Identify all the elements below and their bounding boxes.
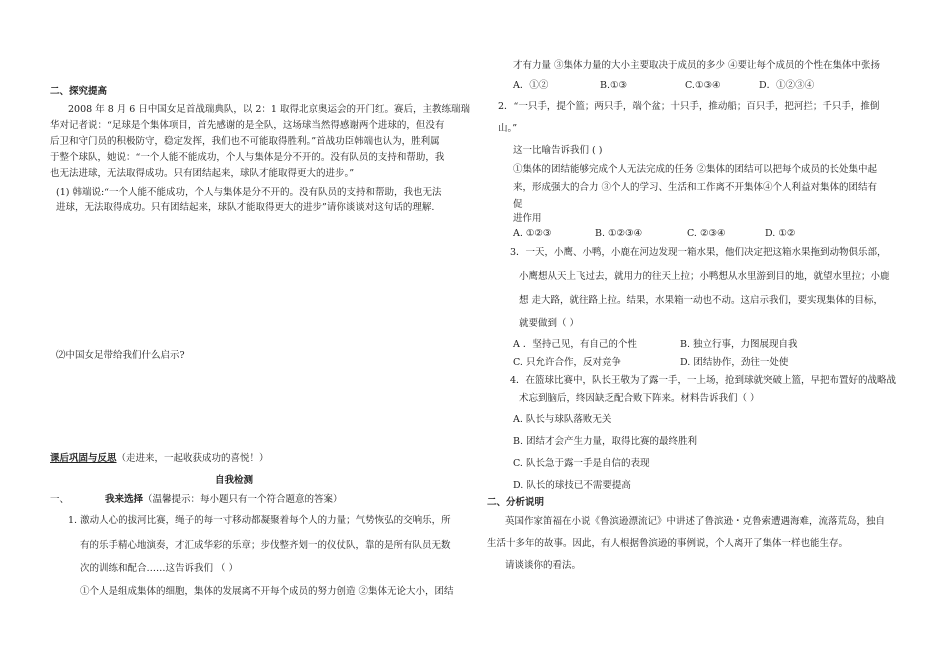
after-class-note: （走进来，一起收获成功的喜悦！） — [116, 453, 269, 464]
mc-question-2-statement: ①集体的团结能够完成个人无法完成的任务 ②集体的团结可以把每个成员的长处集中起 — [513, 164, 878, 175]
mc-question-2-option-d: D. ①② — [765, 228, 796, 239]
after-class-heading — [50, 452, 269, 465]
after-class-title: 课后巩固与反思 — [50, 453, 117, 464]
mc-question-2-statement: 促 — [513, 199, 523, 210]
mc-question-1-continuation: 才有力量 ③集体力量的大小主要取决于成员的多少 ④要让每个成员的个性在集体中张扬 — [513, 60, 881, 71]
mc-question-1-line: 有的乐手精心地演奏，才汇成华彩的乐章；步伐整齐划一的仪仗队，靠的是所有队员无数 — [80, 540, 451, 551]
part-1-number: 一、 — [50, 494, 70, 505]
mc-question-1-option-a: A．①② — [513, 80, 549, 91]
mc-question-1-line: ①个人是组成集体的细胞，集体的发展离不开每个成员的努力创造 ②集体无论大小，团结 — [80, 586, 454, 597]
mc-question-1-option-b: B.①③ — [600, 80, 628, 91]
mc-question-1-line: 次的训练和配合……这告诉我们 （ ） — [80, 563, 239, 574]
mc-question-4-option-c: C. 队长急于露一手是自信的表现 — [513, 458, 650, 469]
mc-question-2-line: 2．“一只手，提个篮；两只手，端个盆；十只手，推动船；百只手，把河拦；千只手，推倒 — [498, 101, 880, 112]
analysis-line: 请谈谈你的看法。 — [505, 560, 582, 571]
mc-question-2-prompt: 这一比喻告诉我们 ( ) — [513, 145, 603, 156]
story-line: 2008 年 8 月 6 日中国女足首战瑞典队，以 2：1 取得北京奥运会的开门红。赛后，主教练瑞瑞 — [68, 104, 470, 115]
mc-question-3-line: 想 走大路，就往路上拉。结果，水果箱一动也不动。这启示我们，要实现集体的目标， — [519, 295, 884, 306]
section-title-explore: 二、探究提高 — [50, 86, 108, 97]
mc-question-3-line: 就要做到（ ） — [519, 318, 580, 329]
section-title-analysis: 二、分析说明 — [487, 497, 545, 508]
question-2: ⑵中国女足带给我们什么启示? — [56, 350, 185, 361]
mc-question-3-option-d: D. 团结协作，劲往一处使 — [680, 357, 789, 368]
mc-question-3-line: 3．一天，小鹰、小鸭，小鹿在河边发现一箱水果，他们决定把这箱水果拖到动物俱乐部， — [510, 247, 887, 258]
mc-question-3-option-c: C. 只允许合作，反对竞争 — [513, 357, 621, 368]
mc-question-3-option-a: A ．坚持己见，有自己的个性 — [513, 339, 637, 350]
mc-question-3-option-b: B. 独立行事，力图展现自我 — [680, 339, 798, 350]
mc-question-4-line: 4．在篮球比赛中，队长王敬为了露一手，一上场，抢到球就突破上篮，早把布置好的战略战 — [510, 375, 897, 386]
question-1-line: (1) 韩端说:“一个人能不能成功，个人与集体是分不开的。没有队员的支持和帮助，我也无法 — [56, 187, 442, 198]
self-test-title: 自我检测 — [215, 475, 254, 486]
story-line: 于整个球队，她说：“一个人能不能成功，个人与集体是分不开的。没有队员的支持和帮助，我 — [50, 152, 445, 163]
mc-question-1-option-c: C.①③④ — [685, 80, 721, 91]
mc-question-4-option-b: B. 团结才会产生力量，取得比赛的最终胜利 — [513, 436, 698, 447]
story-line: 后卫和守门员的积极防守，稳定发挥，我们也不可能取得胜利。”首战功臣韩端也认为，胜利属 — [50, 136, 440, 147]
story-line: 也无法进球，无法取得成功。只有团结起来，球队才能取得更大的进步。” — [50, 168, 355, 179]
mc-question-4-option-d: D. 队长的球技已不需要提高 — [513, 480, 631, 491]
question-1-line: 进球，无法取得成功。只有团结起来，球队才能取得更大的进步”请你谈谈对这句话的理解. — [56, 202, 435, 213]
mc-question-2-option-b: B. ①②③④ — [595, 228, 643, 239]
mc-question-2-statement: 来，形成强大的合力 ③个人的学习、生活和工作离不开集体④个人利益对集体的团结有 — [513, 182, 878, 193]
mc-question-4-line: 术忘到脑后，终因缺乏配合败下阵来。材料告诉我们（ ） — [519, 393, 760, 404]
part-1-heading — [50, 493, 343, 506]
mc-question-1-option-d: D．①②③④ — [759, 80, 815, 91]
mc-question-2-line: 山。” — [498, 123, 518, 134]
mc-question-2-option-a: A. ①②③ — [513, 228, 552, 239]
part-1-note: （温馨提示：每小题只有一个符合题意的答案） — [143, 494, 343, 505]
analysis-line: 生活十多年的故事。因此，有人根据鲁滨逊的事例说，个人离开了集体一样也能生存。 — [487, 538, 849, 549]
mc-question-3-line: 小鹰想从天上飞过去，就用力的往天上拉；小鸭想从水里游到目的地，就望水里拉；小鹿 — [519, 271, 890, 282]
mc-question-2-statement: 进作用 — [513, 213, 542, 224]
mc-question-1-line: 1. 激动人心的拔河比赛，绳子的每一寸移动都凝聚着每个人的力量；气势恢弘的交响乐，所 — [68, 515, 451, 526]
story-line: 华对记者说：“足球是个集体项目，首先感谢的是全队，这场球当然得感谢两个进球的，但没有 — [50, 120, 445, 131]
mc-question-4-option-a: A. 队长与球队落败无关 — [513, 414, 612, 425]
analysis-line: 英国作家笛福在小说《鲁滨逊漂流记》中讲述了鲁滨逊・克鲁索遭遇海难，流落荒岛，独自 — [505, 516, 886, 527]
part-1-title: 我来选择 — [105, 494, 144, 505]
mc-question-2-option-c: C. ②③④ — [687, 228, 726, 239]
